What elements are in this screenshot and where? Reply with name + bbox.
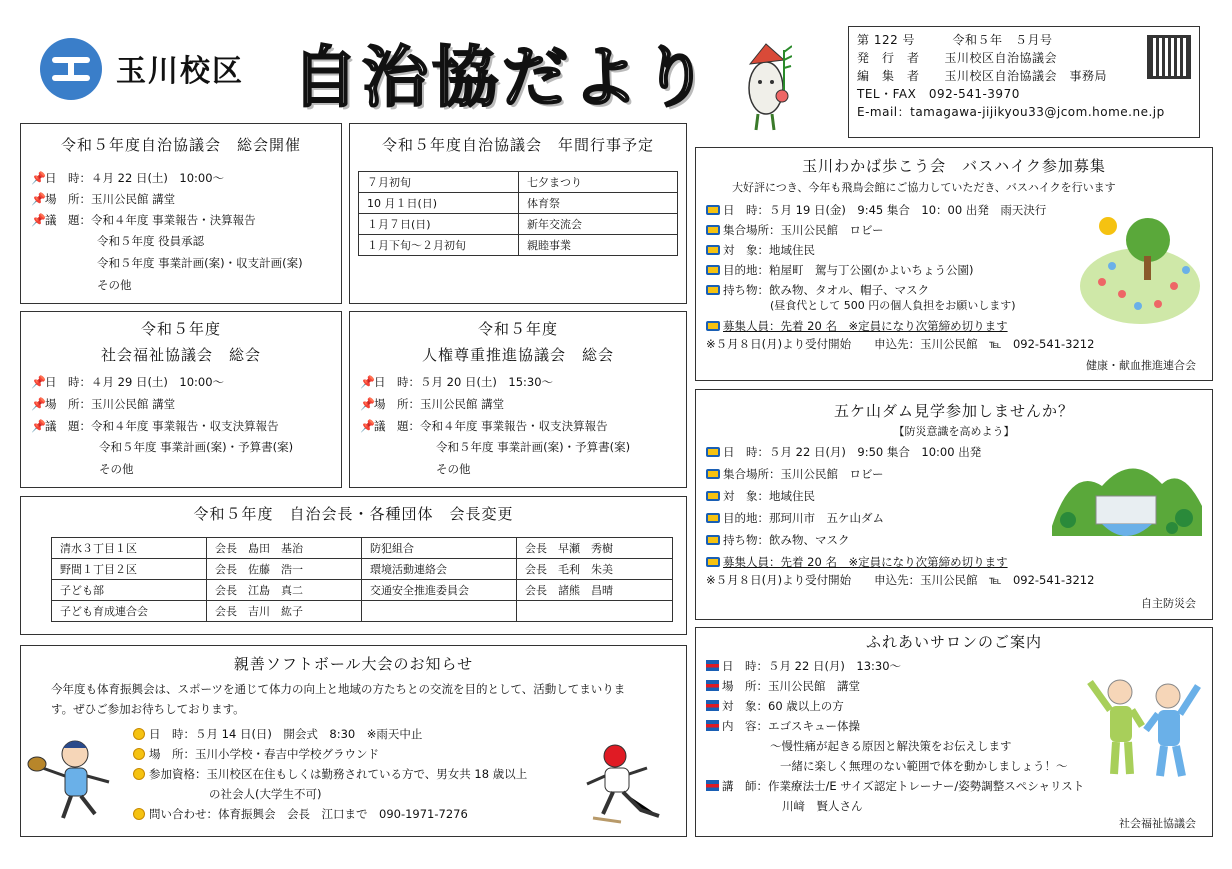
tel-fax: TEL・FAX 092-541-3970 <box>857 87 1020 101</box>
human-rights-place: 📌場 所：玉川公民館 講堂 <box>360 394 504 414</box>
dam-tour-reception: ※５月８日(月)より受付開始 申込先：玉川公民館 ℡ 092-541-3212 <box>706 573 1095 587</box>
issue-number: 第 122 号 令和５年 ５月号 <box>857 33 1053 47</box>
softball-girl-illustration <box>25 726 125 826</box>
bus-hike-reception: ※５月８日(月)より受付開始 申込先：玉川公民館 ℡ 092-541-3212 <box>706 337 1095 351</box>
bus-hike-items: 持ち物：飲み物、タオル、帽子、マスク <box>706 280 929 300</box>
human-rights-agenda-3: その他 <box>436 462 471 476</box>
general-meeting-agenda-3: 令和５年度 事業計画(案)・収支計画(案) <box>97 256 303 270</box>
annual-schedule-box <box>349 123 687 304</box>
bus-hike-date: 日 時：５月 19 日(金) 9:45 集合 10：00 出発 雨天決行 <box>706 200 1046 220</box>
editor: 編 集 者 玉川校区自治協議会 事務局 <box>857 69 1108 83</box>
email: E-mail：tamagawa-jijikyou33@jcom.home.ne.jp <box>857 105 1165 119</box>
pin-icon: 📌 <box>31 213 46 227</box>
salon-content-3: 一緒に楽しく無理のない範囲で体を動かしましょう！～ <box>780 759 1068 773</box>
salon-target: 対 象：60 歳以上の方 <box>706 696 844 716</box>
dam-tour-subtitle: 【防災意識を高めよう】 <box>893 425 1015 438</box>
softball-contact: 問い合わせ：体育振興会 会長 江口まで 090-1971-7276 <box>133 804 468 824</box>
park-walking-illustration <box>1078 206 1202 330</box>
softball-intro-2: す。ぜひご参加お待ちしております。 <box>51 702 245 716</box>
bus-icon <box>706 469 720 479</box>
welfare-meeting-date: 📌日 時：４月 29 日(土) 10:00～ <box>31 372 224 392</box>
softball-date: 日 時：５月 14 日(日) 開会式 8:30 ※雨天中止 <box>133 724 422 744</box>
softball-icon <box>133 728 145 740</box>
human-rights-title-1: 令和５年度 <box>477 320 558 338</box>
salon-lecturer-2: 川﨑 賢人さん <box>782 799 863 813</box>
general-meeting-agenda-2: 令和５年度 役員承認 <box>97 234 205 248</box>
pin-icon: 📌 <box>360 419 375 433</box>
bus-icon <box>706 265 720 275</box>
bus-hike-capacity: 募集人員：先着 20 名 ※定員になり次第締め切ります <box>706 316 1008 336</box>
human-rights-meeting-box <box>349 311 687 488</box>
human-rights-date: 📌日 時：５月 20 日(土) 15:30～ <box>360 372 553 392</box>
bus-hike-items-2: (昼食代として 500 円の個人負担をお願いします) <box>770 299 1016 312</box>
general-meeting-box <box>20 123 342 304</box>
flag-icon <box>706 660 719 671</box>
pin-icon: 📌 <box>360 375 375 389</box>
dam-tour-title: 五ケ山ダム見学参加しませんか？ <box>833 402 1074 420</box>
dam-tour-date: 日 時：５月 22 日(月) 9:50 集合 10:00 出発 <box>706 442 981 462</box>
chair-changes-title: 令和５年度 自治会長・各種団体 会長変更 <box>193 505 514 523</box>
pin-icon: 📌 <box>31 192 46 206</box>
pin-icon: 📌 <box>31 397 46 411</box>
table-row: 野間１丁目２区 会長 佐藤 浩一 環境活動連絡会 会長 毛利 朱美 <box>52 559 673 580</box>
annual-schedule-title: 令和５年度自治協議会 年間行事予定 <box>381 136 654 154</box>
pin-icon: 📌 <box>31 375 46 389</box>
bus-icon <box>706 285 720 295</box>
welfare-meeting-agenda: 📌議 題：令和４年度 事業報告・収支決算報告 <box>31 416 279 436</box>
bus-hike-title: 玉川わかば歩こう会 バスハイク参加募集 <box>802 157 1106 175</box>
bus-hike-box <box>695 147 1213 381</box>
softball-eligibility: 参加資格：玉川校区在住もしくは勤務されている方で、男女共 18 歳以上 <box>133 764 527 784</box>
general-meeting-date: 📌日 時：４月 22 日(土) 10:00～ <box>31 168 224 188</box>
bus-icon <box>706 535 720 545</box>
bus-hike-organizer: 健康・献血推進連合会 <box>1086 359 1196 372</box>
district-name: 玉川校区 <box>116 54 244 89</box>
softball-place: 場 所：玉川小学校・春吉中学校グラウンド <box>133 744 379 764</box>
welfare-meeting-title-1: 令和５年度 <box>140 320 221 338</box>
bus-hike-meet: 集合場所：玉川公民館 ロビー <box>706 220 884 240</box>
salon-content-2: ～慢性痛が起きる原因と解決策をお伝えします <box>770 739 1012 753</box>
welfare-meeting-title-2: 社会福祉協議会 総会 <box>100 346 261 364</box>
chair-changes-table <box>51 537 673 622</box>
human-rights-agenda: 📌議 題：令和４年度 事業報告・収支決算報告 <box>360 416 608 436</box>
issue-info-box <box>848 26 1200 138</box>
salon-content: 内 容：エゴスキュー体操 <box>706 716 860 736</box>
bus-icon <box>706 245 720 255</box>
publisher: 発 行 者 玉川校区自治協議会 <box>857 51 1058 65</box>
pin-icon: 📌 <box>360 397 375 411</box>
seniors-exercising-illustration <box>1084 662 1204 782</box>
welfare-meeting-place: 📌場 所：玉川公民館 講堂 <box>31 394 175 414</box>
softball-title: 親善ソフトボール大会のお知らせ <box>233 655 474 673</box>
dam-tour-items: 持ち物：飲み物、マスク <box>706 530 850 550</box>
table-row: 清水３丁目１区 会長 島田 基治 防犯組合 会長 早瀬 秀樹 <box>52 538 673 559</box>
flag-icon <box>706 700 719 711</box>
general-meeting-agenda-4: その他 <box>97 278 132 292</box>
dam-tour-meet: 集合場所：玉川公民館 ロビー <box>706 464 884 484</box>
human-rights-title-2: 人権尊重推進協議会 総会 <box>421 346 614 364</box>
softball-eligibility-2: の社会人(大学生不可) <box>209 787 322 801</box>
salon-date: 日 時：５月 22 日(月) 13:30～ <box>706 656 901 676</box>
welfare-meeting-agenda-2: 令和５年度 事業計画(案)・予算書(案) <box>99 440 294 454</box>
bus-hike-destination: 目的地：粕屋町 駕与丁公園(かよいちょう公園) <box>706 260 973 280</box>
annual-schedule-table <box>358 171 678 256</box>
pin-icon: 📌 <box>31 171 46 185</box>
flag-icon <box>706 780 719 791</box>
bus-icon <box>706 447 720 457</box>
welfare-meeting-box <box>20 311 342 488</box>
welfare-meeting-agenda-3: その他 <box>99 462 134 476</box>
salon-place: 場 所：玉川公民館 講堂 <box>706 676 860 696</box>
mascot-illustration <box>744 30 792 134</box>
general-meeting-agenda: 📌議 題：令和４年度 事業報告・決算報告 <box>31 210 256 230</box>
bus-icon <box>706 321 720 331</box>
bus-hike-intro: 大好評につき、今年も飛鳥会館にご協力していただき、バスハイクを行います <box>732 181 1116 194</box>
dam-tour-destination: 目的地：那珂川市 五ケ山ダム <box>706 508 884 528</box>
dam-tour-target: 対 象：地域住民 <box>706 486 815 506</box>
district-logo <box>40 38 102 100</box>
dam-tour-organizer: 自主防災会 <box>1141 597 1196 610</box>
salon-title: ふれあいサロンのご案内 <box>865 633 1042 651</box>
bus-icon <box>706 205 720 215</box>
softball-icon <box>133 768 145 780</box>
table-row: 10 月１日(日) 体育祭 <box>359 193 678 214</box>
bus-icon <box>706 491 720 501</box>
softball-icon <box>133 748 145 760</box>
general-meeting-title: 令和５年度自治協議会 総会開催 <box>60 136 301 154</box>
softball-icon <box>133 808 145 820</box>
bus-icon <box>706 513 720 523</box>
salon-lecturer: 講 師：作業療法士/E サイズ認定トレーナー/姿勢調整スペシャリスト <box>706 776 1084 796</box>
qr-code-icon <box>1147 35 1191 79</box>
dam-illustration <box>1052 456 1202 546</box>
dam-tour-capacity: 募集人員：先着 20 名 ※定員になり次第締め切ります <box>706 552 1008 572</box>
bus-hike-target: 対 象：地域住民 <box>706 240 815 260</box>
flag-icon <box>706 720 719 731</box>
salon-box <box>695 627 1213 837</box>
pin-icon: 📌 <box>31 419 46 433</box>
table-row: １月下旬～２月初旬 親睦事業 <box>359 235 678 256</box>
softball-intro-1: 今年度も体育振興会は、スポーツを通じて体力の向上と地域の方たちとの交流を目的として、活動してまいりま <box>51 682 626 696</box>
newsletter-title: 自治協だより <box>292 39 712 116</box>
chair-changes-box <box>20 496 687 635</box>
softball-player-illustration <box>581 740 671 830</box>
salon-organizer: 社会福祉協議会 <box>1119 817 1196 830</box>
bus-icon <box>706 557 720 567</box>
table-row: 子ども部 会長 江島 真二 交通安全推進委員会 会長 諸熊 昌晴 <box>52 580 673 601</box>
table-row: １月７日(日) 新年交流会 <box>359 214 678 235</box>
bus-icon <box>706 225 720 235</box>
table-row: ７月初旬 七夕まつり <box>359 172 678 193</box>
flag-icon <box>706 680 719 691</box>
dam-tour-box <box>695 389 1213 620</box>
general-meeting-place: 📌場 所：玉川公民館 講堂 <box>31 189 175 209</box>
human-rights-agenda-2: 令和５年度 事業計画(案)・予算書(案) <box>436 440 631 454</box>
table-row: 子ども育成連合会 会長 吉川 紘子 <box>52 601 673 622</box>
softball-box <box>20 645 687 837</box>
